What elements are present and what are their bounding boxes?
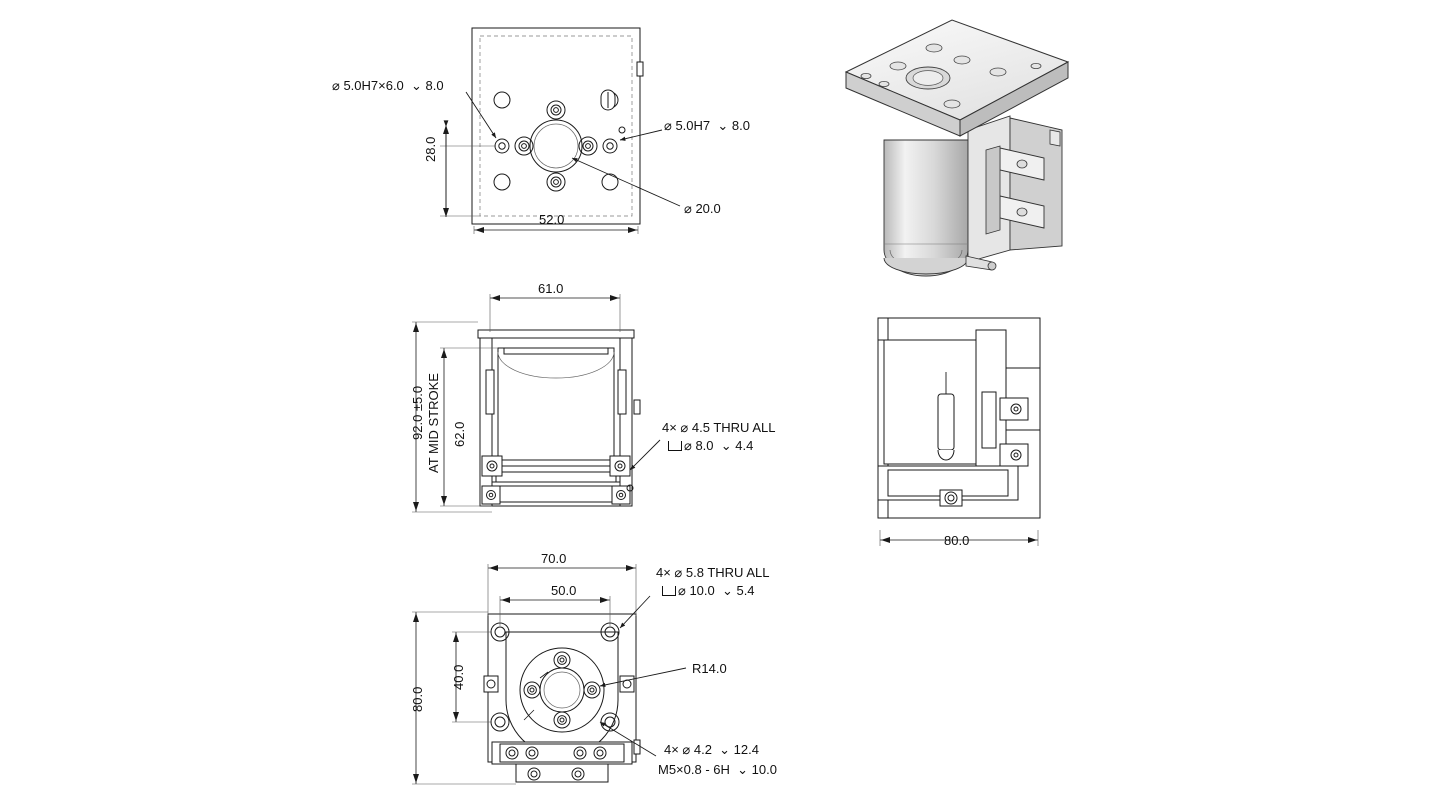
annotation-bot-hole-note-2: ⌀ 10.0 ⌄ 5.4: [678, 583, 755, 598]
annotation-bot-dim-80: 80.0: [410, 686, 425, 712]
iso-view-geometry: [846, 20, 1068, 276]
annotation-bot-thread-note-1: 4× ⌀ 4.2 ⌄ 12.4: [664, 742, 759, 757]
annotation-bot-hole-note-1: 4× ⌀ 5.8 THRU ALL: [656, 565, 770, 580]
side-view-geometry: [878, 318, 1040, 546]
annotation-front-dim-62: 62.0: [452, 421, 467, 447]
front-view-geometry: [412, 294, 660, 512]
annotation-bot-radius: R14.0: [692, 661, 727, 676]
annotation-front-hole-note-2: ⌀ 8.0 ⌄ 4.4: [684, 438, 754, 453]
annotation-top-dim-28: 28.0: [423, 136, 438, 162]
annotation-front-mid-stroke: AT MID STROKE: [426, 373, 441, 473]
annotation-front-dim-61: 61.0: [538, 281, 564, 296]
top-view-geometry: [440, 28, 680, 234]
annotation-bot-dim-50: 50.0: [551, 583, 577, 598]
annotation-top-dia-5h7: ⌀ 5.0H7 ⌄ 8.0: [664, 118, 750, 133]
annotation-bot-dim-40: 40.0: [451, 664, 466, 690]
annotation-bot-dim-70: 70.0: [541, 551, 567, 566]
annotation-top-dia-20: ⌀ 20.0: [684, 201, 721, 216]
annotation-top-dim-52: 52.0: [539, 212, 565, 227]
annotation-front-dim-92: 92.0 ±5.0: [410, 385, 425, 440]
annotation-side-dim-80: 80.0: [944, 533, 970, 548]
counterbore-symbol-front: [668, 441, 682, 451]
annotation-bot-thread-note-2: M5×0.8 - 6H ⌄ 10.0: [658, 762, 777, 777]
counterbore-symbol-bottom: [662, 586, 676, 596]
annotation-top-dia-5h7x6: ⌀ 5.0H7×6.0 ⌄ 8.0: [332, 78, 444, 93]
annotation-front-hole-note-1: 4× ⌀ 4.5 THRU ALL: [662, 420, 776, 435]
